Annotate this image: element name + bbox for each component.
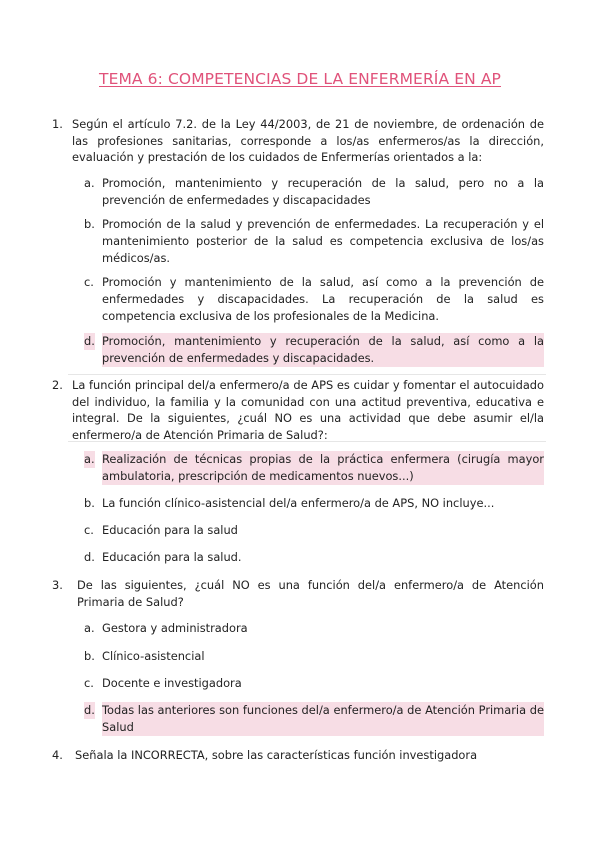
q1-option-d-correct[interactable]: Promoción, mantenimiento y recuperación de la salud, así como a la prevención de enfermedades y discapacidades. xyxy=(102,334,544,365)
q3-option-d-letter: d. xyxy=(84,703,95,717)
question-2-text: La función principal del/a enfermero/a de APS es cuidar y fomentar el autocuidado del individuo, la familia y la comunidad con una actitud preventiva, educativa e integral. De la siguientes, ¿cuál NO es una actividad que debe asumir el/la enfermero/a de Atención Primaria de Salud?: xyxy=(72,378,544,442)
question-4-number: 4. xyxy=(52,748,63,762)
q2-option-c[interactable]: Educación para la salud xyxy=(102,523,238,537)
q2-option-c-letter: c. xyxy=(84,523,94,537)
question-4-text: Señala la INCORRECTA, sobre las características función investigadora xyxy=(75,748,478,762)
q3-option-c[interactable]: Docente e investigadora xyxy=(102,676,242,690)
q2-option-d-letter: d. xyxy=(84,550,95,564)
q1-option-a[interactable]: Promoción, mantenimiento y recuperación de la salud, pero no a la prevención de enfermedades y discapacidades xyxy=(102,176,544,207)
q2-option-a-correct[interactable]: Realización de técnicas propias de la práctica enfermera (cirugía mayor ambulatoria, prescripción de medicamentos nuevos...) xyxy=(102,452,544,483)
q3-option-a[interactable]: Gestora y administradora xyxy=(102,621,248,635)
question-2-number: 2. xyxy=(52,378,63,392)
question-1-number: 1. xyxy=(52,117,63,131)
question-1-text: Según el artículo 7.2. de la Ley 44/2003, de 21 de noviembre, de ordenación de las profesiones sanitarias, corresponde a los/as enfermeros/as la dirección, evaluación y prestación de los cuidados de Enfermerías orientados a la: xyxy=(72,117,544,164)
page-title: TEMA 6: COMPETENCIAS DE LA ENFERMERÍA EN AP xyxy=(99,70,501,88)
q1-option-c[interactable]: Promoción y mantenimiento de la salud, así como a la prevención de enfermedades y discapacidades. La recuperación de la salud es competencia exclusiva de los profesionales de la Medicina. xyxy=(102,275,544,323)
q1-option-c-letter: c. xyxy=(84,275,94,289)
q2-option-d[interactable]: Educación para la salud. xyxy=(102,550,242,564)
q1-option-b[interactable]: Promoción de la salud y prevención de enfermedades. La recuperación y el mantenimiento posterior de la salud es competencia exclusiva de los/as médicos/as. xyxy=(102,217,544,265)
q3-option-a-letter: a. xyxy=(84,621,95,635)
q1-option-b-letter: b. xyxy=(84,217,95,231)
question-3-number: 3. xyxy=(52,578,63,592)
q2-option-b[interactable]: La función clínico-asistencial del/a enfermero/a de APS, NO incluye... xyxy=(102,496,495,510)
q1-option-d-letter: d. xyxy=(84,334,95,348)
q2-option-a-letter: a. xyxy=(84,452,95,466)
q1-option-a-letter: a. xyxy=(84,176,95,190)
q3-option-b[interactable]: Clínico-asistencial xyxy=(102,649,205,663)
q3-option-d-correct[interactable]: Todas las anteriores son funciones del/a enfermero/a de Atención Primaria de Salud xyxy=(102,703,544,734)
question-3-text: De las siguientes, ¿cuál NO es una función del/a enfermero/a de Atención Primaria de Salud? xyxy=(77,578,544,609)
q3-option-b-letter: b. xyxy=(84,649,95,663)
q3-option-c-letter: c. xyxy=(84,676,94,690)
q2-option-b-letter: b. xyxy=(84,496,95,510)
